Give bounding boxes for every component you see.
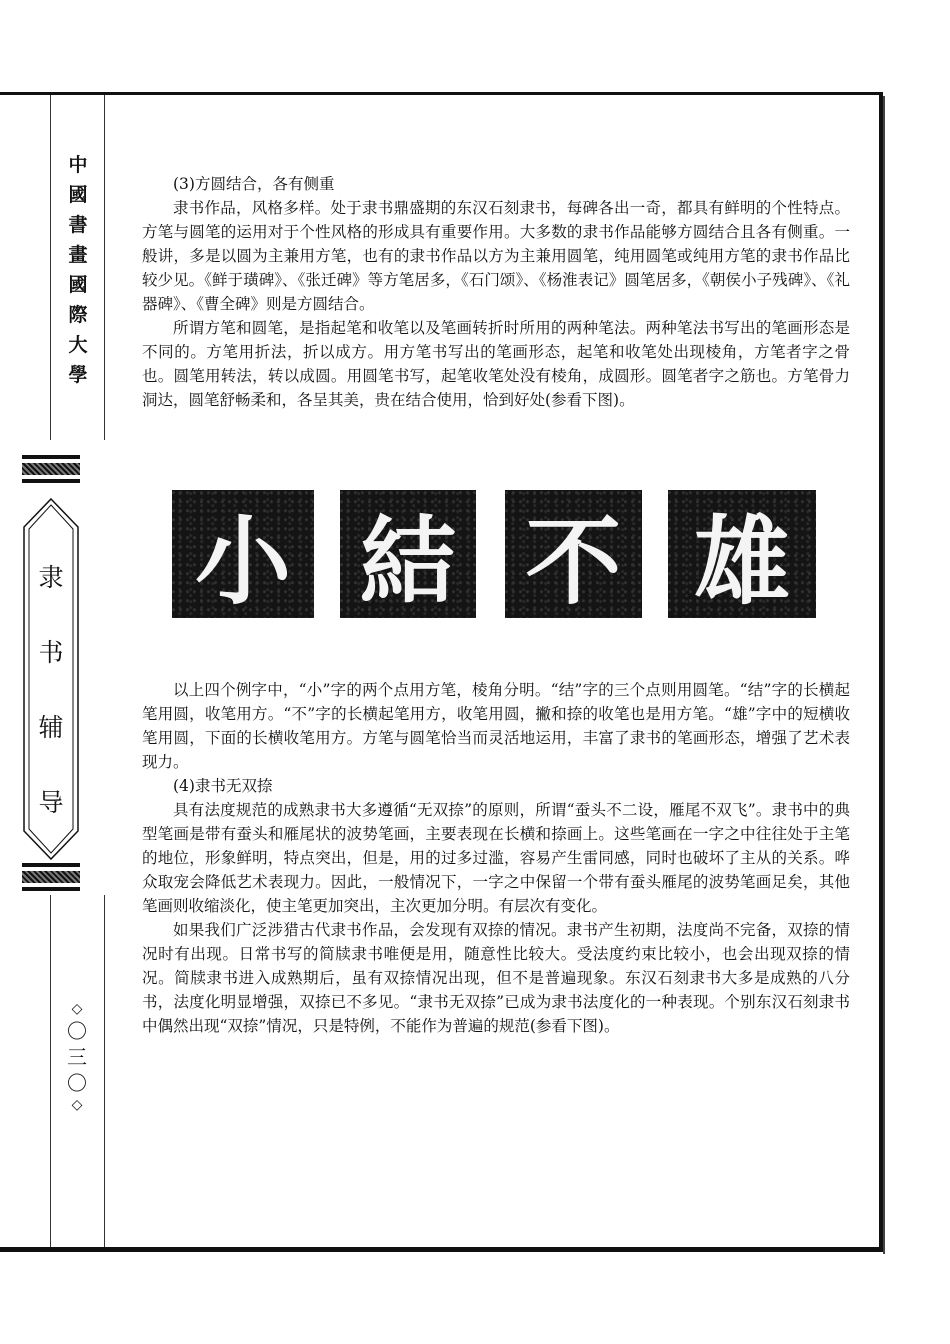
lozenge-char: 书 [38, 638, 64, 667]
page-frame-bottom [0, 1247, 883, 1252]
sidebar-bar-top-2 [22, 479, 80, 483]
rubbing-image-xiong [668, 490, 816, 618]
page-number-char: 〇 [67, 1071, 87, 1095]
sidebar-rule-right-top [104, 95, 105, 440]
sidebar-bar-bottom [22, 887, 80, 891]
sidebar-rule-left-top [50, 95, 51, 440]
rubbing-image-jie [340, 490, 476, 618]
rubbing-image-bu [505, 490, 642, 618]
title-char: 畫 [68, 244, 88, 266]
sidebar-section-title [22, 540, 80, 840]
title-char: 書 [68, 214, 88, 236]
sidebar-rule-right-bottom [104, 895, 105, 1247]
rubbing-char: 雄 [694, 504, 790, 618]
paragraph: 具有法度规范的成熟隶书大多遵循“无双捺”的原则，所谓“蚕头不二设，雁尾不双飞”。隶书中的典型笔画是带有蚕头和雁尾状的波势笔画，主要表现在长横和捺画上。这些笔画在一字之中往往处于主笔的地位，形象鲜明，特点突出，但是，用的过多过滥，容易产生雷同感，同时也破坏了主从的关系。哗众取宠会降低艺术表现力。因此，一般情况下，一字之中保留一个带有蚕头雁尾的波势笔画足矣，其他笔画则收缩淡化，使主笔更加突出，主次更加分明。有层次有变化。 [142, 801, 850, 915]
page-number [60, 1000, 94, 1114]
section-4-heading: (4)隶书无双捺 [173, 777, 273, 795]
paragraph: 如果我们广泛涉猎古代隶书作品，会发现有双捺的情况。隶书产生初期，法度尚不完备，双捺的情况时有出现。日常书写的简牍隶书唯便是用，随意性比较大。受法度约束比较小，也会出现双捺的情况。简牍隶书进入成熟期后，虽有双捺情况出现，但不是普遍现象。东汉石刻隶书大多是成熟的八分书，法度化明显增强，双捺已不多见。“隶书无双捺”已成为隶书法度化的一种表现。个别东汉石刻隶书中偶然出现“双捺”情况，只是特例，不能作为普遍的规范(参看下图)。 [142, 921, 850, 1035]
sidebar-university-title [60, 150, 96, 390]
rubbing-char: 小 [195, 504, 291, 618]
section-3-heading: (3)方圆结合，各有侧重 [173, 175, 335, 193]
title-char: 國 [68, 184, 88, 206]
rubbing-char: 不 [525, 504, 622, 618]
paragraph: 所谓方笔和圆笔，是指起笔和收笔以及笔画转折时所用的两种笔法。两种笔法书写出的笔画形态是不同的。方笔用折法，折以成方。用方笔书写出的笔画形态，起笔和收笔处出现棱角，方笔者字之骨也。圆笔用转法，转以成圆。用圆笔书写，起笔收笔处没有棱角，成圆形。圆笔者字之筋也。方笔骨力洞达，圆笔舒畅柔和，各呈其美，贵在结合使用，恰到好处(参看下图)。 [142, 319, 850, 409]
title-char: 學 [68, 364, 88, 386]
diamond-icon: ◇ [71, 1001, 83, 1017]
page-frame-top [0, 92, 882, 95]
diamond-icon: ◇ [71, 1097, 83, 1113]
lozenge-char: 辅 [38, 713, 64, 742]
section-3 [142, 172, 850, 412]
paragraph: 隶书作品，风格多样。处于隶书鼎盛期的东汉石刻隶书，每碑各出一奇，都具有鲜明的个性特点。方笔与圆笔的运用对于个性风格的形成具有重要作用。大多数的隶书作品能够方圆结合且各有侧重。一般讲，多是以圆为主兼用方笔，也有的隶书作品以方为主兼用圆笔，纯用圆笔或纯用方笔的隶书作品比较少见。《鲜于璜碑》、《张迁碑》等方笔居多，《石门颂》、《杨淮表记》圆笔居多，《朝侯小子残碑》、《礼器碑》、《曹全碑》则是方圆结合。 [142, 199, 850, 313]
page-number-char: 〇 [67, 1019, 87, 1043]
title-char: 中 [68, 154, 88, 176]
page-number-char: 三 [67, 1045, 87, 1069]
lozenge-char: 导 [38, 788, 64, 817]
sidebar-hatch-top [22, 463, 80, 475]
rubbing-char: 結 [360, 504, 456, 618]
page-frame-shadow [883, 96, 885, 1254]
title-char: 國 [68, 274, 88, 296]
paragraph: 以上四个例字中，“小”字的两个点用方笔，棱角分明。“结”字的三个点则用圆笔。“结”字的长横起笔用圆，收笔用方。“不”字的长横起笔用方，收笔用圆，撇和捺的收笔也是用方笔。“雄”字中的短横收笔用圆，下面的长横收笔用方。方笔与圆笔恰当而灵活地运用，丰富了隶书的笔画形态，增强了艺术表现力。 [142, 681, 850, 771]
sidebar-rule-left-bottom [50, 895, 51, 1247]
sidebar-bar-top [22, 455, 80, 459]
title-char: 大 [68, 334, 88, 356]
rubbing-image-xiao [172, 490, 314, 618]
lozenge-char: 隶 [38, 563, 64, 592]
sidebar-hatch-bottom [22, 871, 80, 883]
section-4-block [142, 678, 850, 1038]
sidebar-bar-bottom-2 [22, 863, 80, 867]
title-char: 際 [68, 304, 88, 326]
